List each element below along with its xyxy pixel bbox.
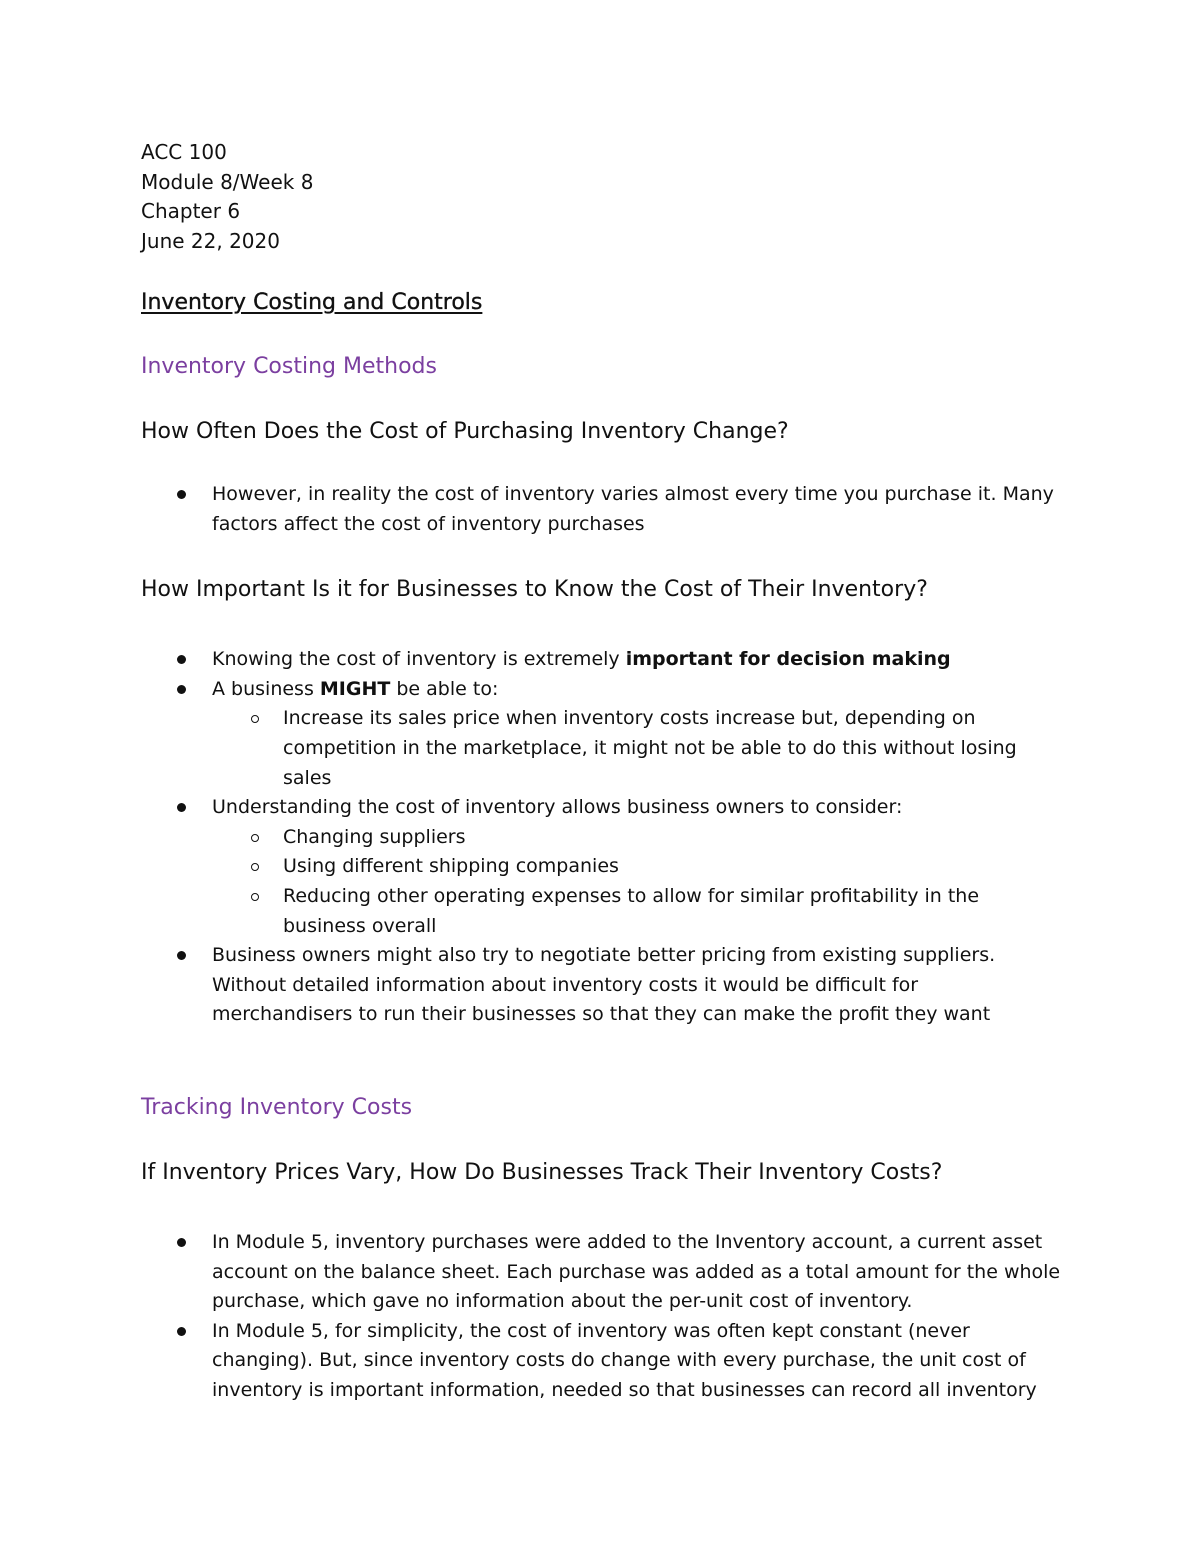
- bullet-icon: [177, 803, 186, 812]
- emphasis-text: important for decision making: [625, 648, 951, 671]
- emphasis-text: MIGHT: [319, 677, 391, 700]
- bullet-icon: [177, 490, 186, 499]
- question-heading: How Often Does the Cost of Purchasing Inventory Change?: [141, 419, 789, 444]
- section-heading: Tracking Inventory Costs: [141, 1094, 413, 1120]
- list-item: Business owners might also try to negotiate better pricing from existing suppliers. Without detailed information about inventory costs it would be difficult for merchandisers to run their businesses so that they can make the profit they want: [141, 941, 1061, 1030]
- document-title: Inventory Costing and Controls: [141, 290, 483, 315]
- bullet-list: [141, 480, 1061, 539]
- list-item: Knowing the cost of inventory is extremely important for decision making: [141, 645, 1061, 675]
- sub-list-item: Increase its sales price when inventory costs increase but, depending on competition in the marketplace, it might not be able to do this without losing sales: [141, 704, 1061, 793]
- bullet-icon: [177, 685, 186, 694]
- sub-list-item: Using different shipping companies: [141, 852, 1061, 882]
- sub-list-item: Reducing other operating expenses to allow for similar profitability in the business overall: [141, 882, 1061, 941]
- sub-bullet-icon: [251, 834, 259, 842]
- question-heading: How Important Is it for Businesses to Know the Cost of Their Inventory?: [141, 577, 928, 603]
- list-item: A business MIGHT be able to: Increase its sales price when inventory costs increase but, depending on competition in the marketplace, it might not be able to do this without losing sales: [141, 675, 1061, 793]
- bullet-list: [141, 1228, 1061, 1406]
- sub-bullet-list: [141, 704, 1061, 793]
- list-item: Understanding the cost of inventory allows business owners to consider: Changing suppliers Using different shipping companies Reducing other operating expenses to allow for similar profitability in the business overall: [141, 793, 1061, 941]
- module-week: Module 8/Week 8: [141, 169, 314, 194]
- chapter-label: Chapter 6: [141, 199, 241, 223]
- bullet-list: [141, 645, 1061, 1030]
- list-item: In Module 5, for simplicity, the cost of inventory was often kept constant (never changing). But, since inventory costs do change with every purchase, the unit cost of inventory is important information, needed so that businesses can record all inventory: [141, 1317, 1061, 1406]
- question-heading: If Inventory Prices Vary, How Do Businesses Track Their Inventory Costs?: [141, 1159, 943, 1185]
- bullet-icon: [177, 1327, 186, 1336]
- course-code: ACC 100: [141, 140, 227, 164]
- sub-bullet-icon: [251, 893, 259, 901]
- sub-bullet-list: [141, 823, 1061, 941]
- sub-bullet-icon: [251, 863, 259, 871]
- list-item: However, in reality the cost of inventory varies almost every time you purchase it. Many factors affect the cost of inventory purchases: [141, 480, 1061, 539]
- list-item: In Module 5, inventory purchases were added to the Inventory account, a current asset account on the balance sheet. Each purchase was added as a total amount for the whole purchase, which gave no information about the per-unit cost of inventory.: [141, 1228, 1061, 1317]
- document-page: [141, 138, 1061, 1405]
- bullet-icon: [177, 1238, 186, 1247]
- lecture-date: June 22, 2020: [141, 228, 280, 253]
- section-heading: Inventory Costing Methods: [141, 354, 437, 379]
- bullet-icon: [177, 655, 186, 664]
- sub-list-item: Changing suppliers: [141, 823, 1061, 853]
- sub-bullet-icon: [251, 715, 259, 723]
- bullet-icon: [177, 951, 186, 960]
